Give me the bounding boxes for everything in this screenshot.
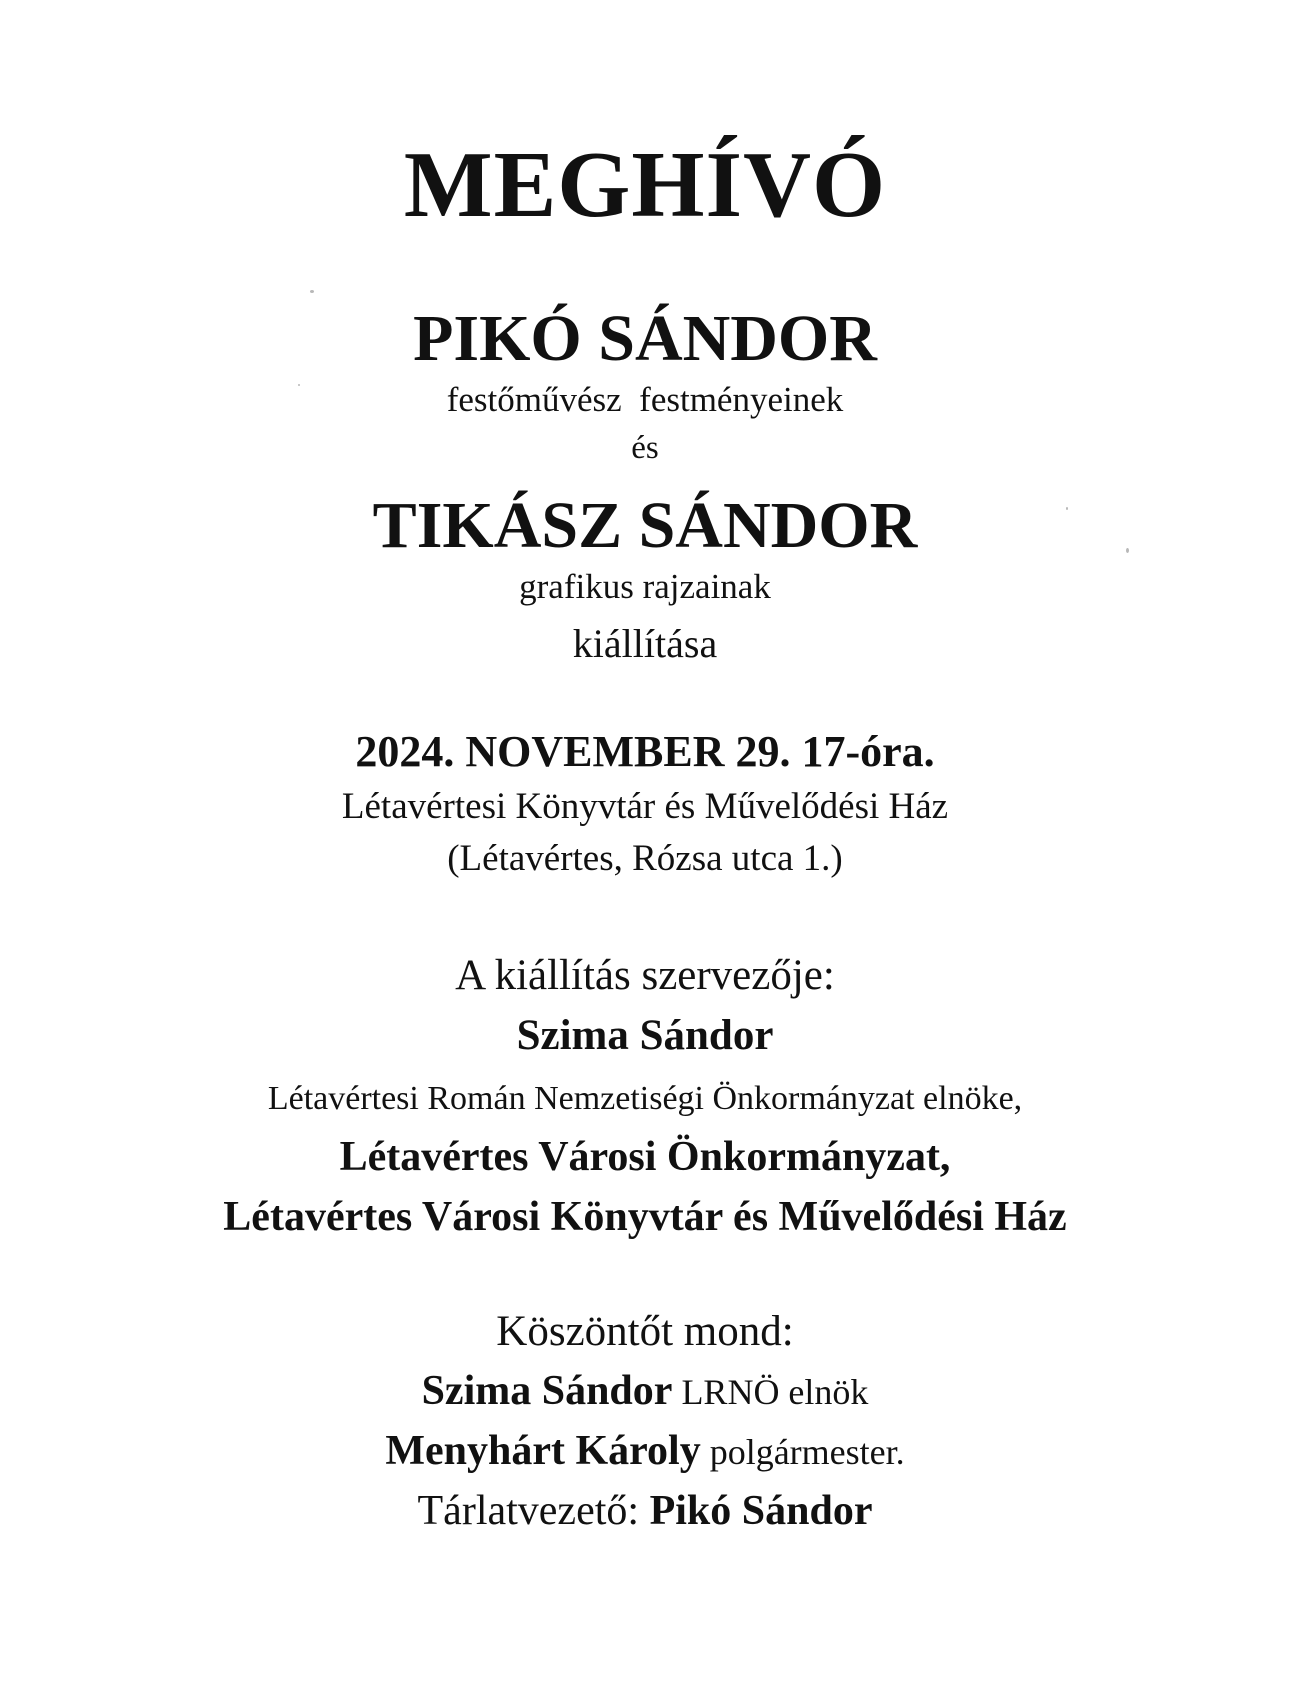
- artist2-description: grafikus rajzainak: [519, 567, 771, 606]
- artist1-name: PIKÓ SÁNDOR: [413, 302, 877, 375]
- artist1-description: festőművész festményeinek: [446, 380, 844, 419]
- artist2-name: TIKÁSZ SÁNDOR: [372, 489, 918, 562]
- organizer-role: Létavértesi Román Nemzetiségi Önkormányzat elnöke,: [267, 1080, 1023, 1117]
- guide-label: Tárlatvezető:: [417, 1488, 650, 1534]
- speaker1-role: LRNÖ elnök: [672, 1372, 869, 1412]
- greetings-label: Köszöntőt mond:: [496, 1308, 794, 1355]
- organizer-name: Szima Sándor: [516, 1012, 774, 1059]
- scan-speck: [310, 290, 314, 293]
- conjunction: és: [631, 430, 659, 466]
- event-address: (Létavértes, Rózsa utca 1.): [447, 838, 843, 879]
- organizer-municipality: Létavértes Városi Önkormányzat,: [339, 1134, 951, 1180]
- speaker2-line: [0, 1430, 1290, 1472]
- speaker1-line: [0, 1370, 1290, 1412]
- event-datetime: 2024. NOVEMBER 29. 17-óra.: [355, 727, 935, 776]
- guide-name: Pikó Sándor: [649, 1488, 873, 1534]
- event-venue: Létavértesi Könyvtár és Művelődési Ház: [341, 786, 949, 827]
- speaker2-role: polgármester.: [700, 1432, 905, 1472]
- exhibition-word: kiállítása: [572, 621, 718, 666]
- speaker1-name: Szima Sándor: [421, 1368, 673, 1414]
- speaker2-name: Menyhárt Károly: [385, 1428, 701, 1474]
- scan-speck: [298, 384, 300, 386]
- scan-speck: [1126, 548, 1129, 553]
- invitation-title: MEGHÍVÓ: [403, 133, 887, 237]
- organizers-label: A kiállítás szervezője:: [455, 952, 835, 999]
- guide-line: [0, 1490, 1290, 1532]
- scan-speck: [1066, 507, 1068, 510]
- organizer-library: Létavértes Városi Könyvtár és Művelődési Ház: [223, 1194, 1067, 1240]
